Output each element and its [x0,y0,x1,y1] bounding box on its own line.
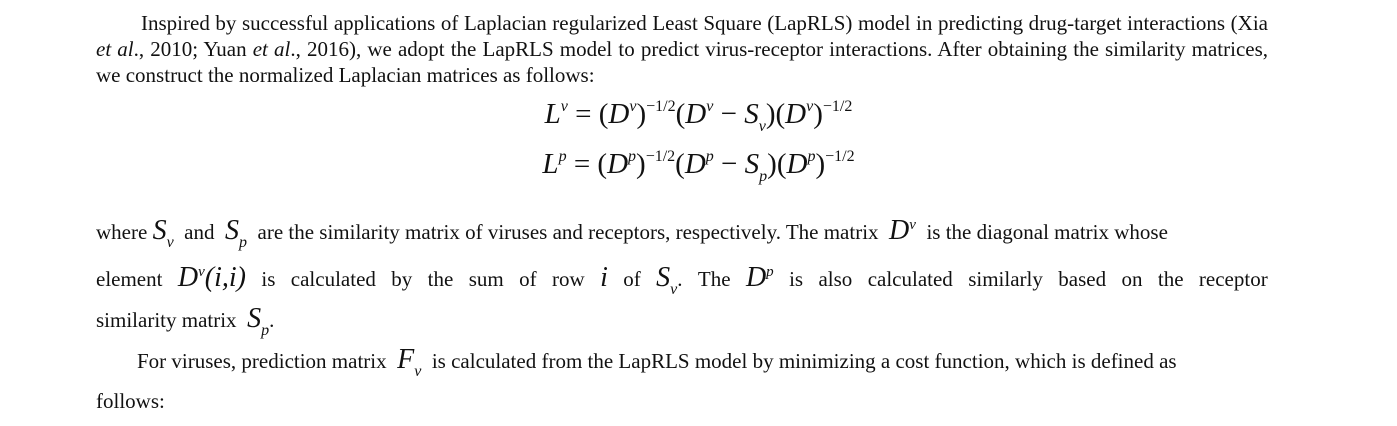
intro-paragraph [96,10,1268,88]
where-line: where $S_v$ and $S_p$ are the similarity matrix of viruses and receptors, respectively. The matrix $D^v$ is the diagonal matrix whose [96,215,1168,251]
element-line: element $D^v(i,i)$ is calculated by the sum of row i of $S_v$. The $D^p$ is also calculated similarly based on the receptor [96,262,1268,298]
follows-line: follows: [96,389,165,413]
intro-text-1: Inspired by successful applications of Laplacian regularized Least Square (LapRLS) model in predicting drug-target interactions (Xia [141,11,1268,35]
viruses-line: For viruses, prediction matrix $F_v$ is calculated from the LapRLS model by minimizing a cost function, which is defined as [137,344,1177,380]
equation-laplacian-receptor: $L^p = (D^p)^{-1/2}(D^p - S_p)(D^p)^{-1/2}$ [542,148,855,185]
intro-etal-1: et al [96,37,134,61]
similarity-line: similarity matrix $S_p$. [96,303,275,339]
equation-laplacian-virus: $L^v = (D^v)^{-1/2}(D^v - S_v)(D^v)^{-1/2}$ [544,98,853,135]
intro-text-2: ., 2010; Yuan [133,37,253,61]
intro-etal-2: et al [252,37,291,61]
intro-text-3: ., 2016), we adopt the LapRLS model to predict virus-receptor interactions. After obtaining the similarity matrices, we construct the normalized Laplacian matrices as follows: [96,37,1269,87]
